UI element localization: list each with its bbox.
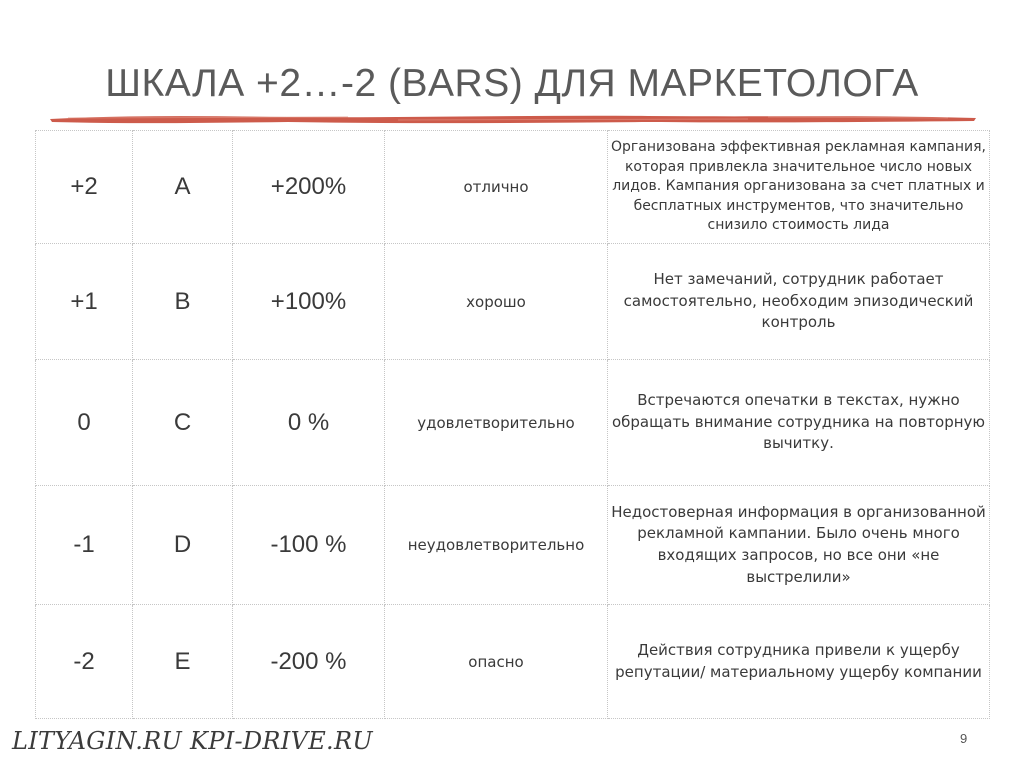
percent-cell: 0 % [233, 360, 385, 486]
score-cell: +2 [36, 131, 133, 244]
slide-title: ШКАЛА +2…-2 (BARS) ДЛЯ МАРКЕТОЛОГА [105, 62, 919, 105]
grade-letter-cell: C [133, 360, 233, 486]
table-row [36, 486, 990, 605]
percent-cell: +100% [233, 244, 385, 360]
table-row [36, 605, 990, 719]
footer-site-links: LITYAGIN.RU KPI-DRIVE.RU [12, 727, 373, 755]
description-cell: Нет замечаний, сотрудник работает самостоятельно, необходим эпизодический контроль [608, 244, 990, 360]
brush-stroke-divider [48, 112, 978, 126]
score-cell: 0 [36, 360, 133, 486]
page-number: 9 [960, 731, 968, 746]
grade-letter-cell: E [133, 605, 233, 719]
grade-letter-cell: D [133, 486, 233, 605]
description-cell: Встречаются опечатки в текстах, нужно обращать внимание сотрудника на повторную вычитку. [608, 360, 990, 486]
grade-letter-cell: B [133, 244, 233, 360]
percent-cell: +200% [233, 131, 385, 244]
description-cell: Недостоверная информация в организованной рекламной кампании. Было очень много входящих запросов, но все они «не выстрелили» [608, 486, 990, 605]
score-cell: +1 [36, 244, 133, 360]
percent-cell: -200 % [233, 605, 385, 719]
table-row [36, 131, 990, 244]
table-row [36, 360, 990, 486]
rating-cell: неудовлетворительно [385, 486, 608, 605]
description-cell: Действия сотрудника привели к ущербу репутации/ материальному ущербу компании [608, 605, 990, 719]
rating-cell: удовлетворительно [385, 360, 608, 486]
grade-letter-cell: A [133, 131, 233, 244]
rating-cell: хорошо [385, 244, 608, 360]
rating-cell: отлично [385, 131, 608, 244]
table-row [36, 244, 990, 360]
bars-scale-table [35, 130, 990, 719]
percent-cell: -100 % [233, 486, 385, 605]
description-cell: Организована эффективная рекламная кампания, которая привлекла значительное число новых лидов. Кампания организована за счет платных и бесплатных инструментов, что значительно снизило стоимость лида [608, 131, 990, 244]
rating-cell: опасно [385, 605, 608, 719]
score-cell: -1 [36, 486, 133, 605]
score-cell: -2 [36, 605, 133, 719]
